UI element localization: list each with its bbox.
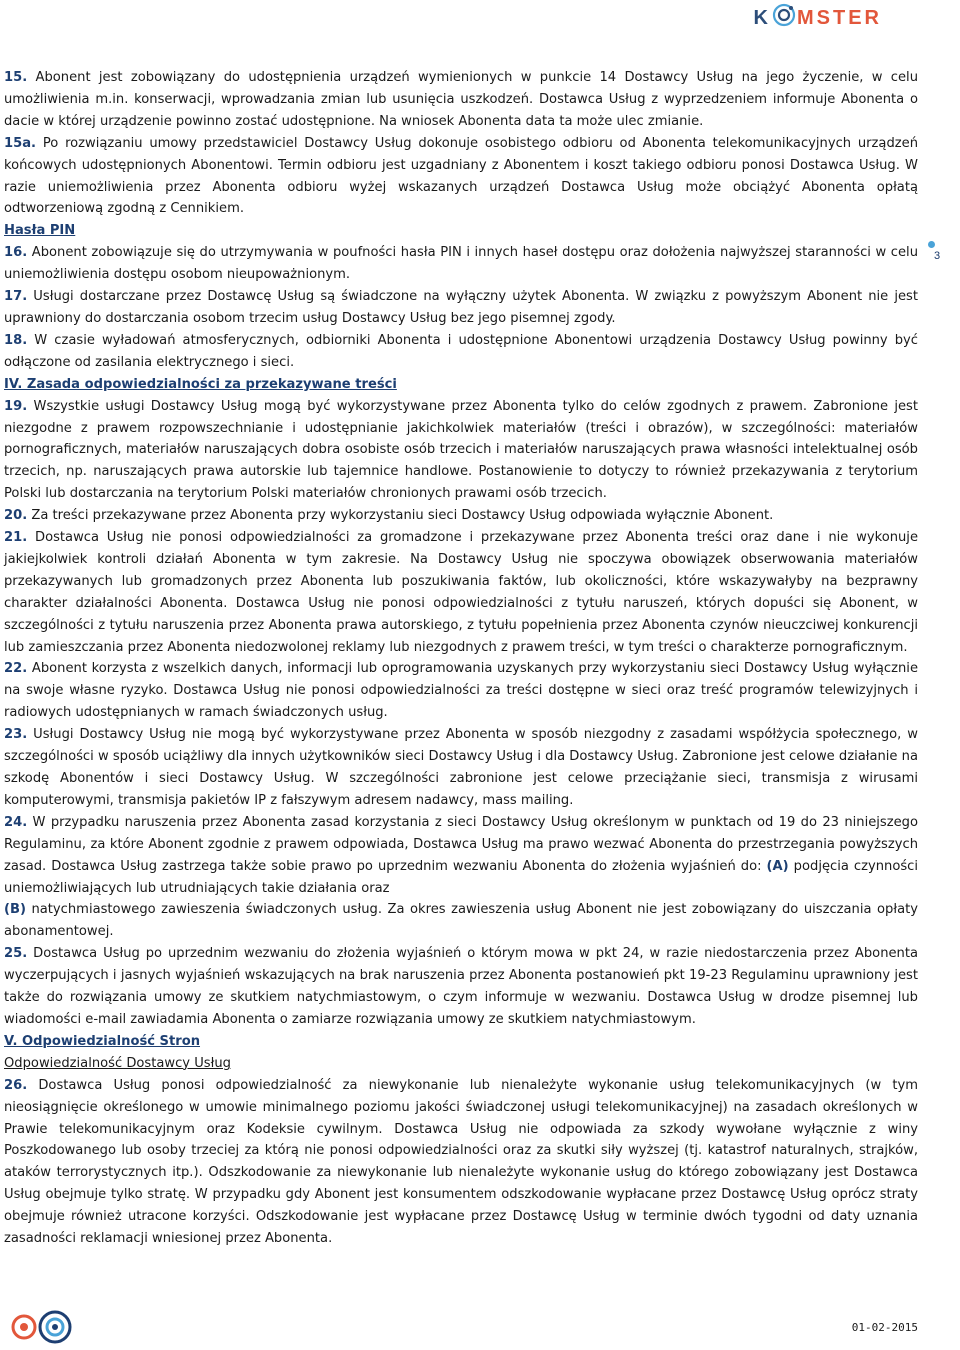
paragraph-number: 20. [4,508,28,524]
paragraph-text: natychmiastowego zawieszenia świadczonych usług. Za okres zawieszenia usług Abonent nie jest zobowiązany do uiszczania opłaty abonamentowej. [4,902,918,940]
paragraph [4,658,918,724]
paragraph-number: 21. [4,530,28,546]
logo-letter-k: K [753,6,771,29]
paragraph-text: W przypadku naruszenia przez Abonenta zasad korzystania z sieci Dostawcy Usług określonym w punktach od 19 do 23 niniejszego Regulaminu, za które Abonent zgodnie z prawem odpowiada, Dostawca Usług ma prawo wezwać Abonenta do przestrzegania powyższych zasad. Dostawca Usług zastrzega także sobie prawo po uprzednim wezwaniu Abonenta do złożenia wyjaśnień do: [4,814,918,874]
paragraph-text: Abonent jest zobowiązany do udostępnienia urządzeń wymienionych w punkcie 14 Dostawcy Usług na jego życzenie, w celu umożliwienia m.in. konserwacji, wprowadzania zmian lub usunięcia uszkodzeń. Dostawca Usług z wyprzedzeniem informuje Abonenta o dacie w której urządzenie powinno zostać udostępnione. Na wniosek Abonenta data ta może ulec zmianie. [4,70,918,129]
paragraph-number: 15. [4,70,28,85]
paragraph-number: 15a. [4,135,37,151]
paragraph [4,242,918,286]
paragraph-text: W czasie wyładowań atmosferycznych, odbiorniki Abonenta i udostępnione Abonentowi urządzenia Dostawcy Usług powinny być odłączone od zasilania elektrycznego i sieci. [4,332,918,370]
paragraph-text: Wszystkie usługi Dostawcy Usług mogą być wykorzystywane przez Abonenta tylko do celów zgodnych z prawem. Zabronione jest niezgodne z prawem rozpowszechnianie i udostępnianie jakichkolwiek materiałów (treści i obrazów), w szczególności: materiałów pornograficznych, materiałów naruszających dobra osobiste osób trzecich i materiałów naruszających prawa własności intelektualnej osób trzecich, np. naruszających prawa autorskie lub tajemnice handlowe. Postanowienie to dotyczy to również przekazywania z terytorium Polski lub dostarczania na terytorium Polski materiałów chronionych prawami osób trzecich. [4,398,918,502]
list-marker: (B) [4,902,26,918]
section-heading-text: V. Odpowiedzialność Stron [4,1033,201,1049]
paragraph-number: 17. [4,289,28,305]
logo-o-icon [772,3,796,33]
paragraph-text: Dostawca Usług po uprzednim wezwaniu do złożenia wyjaśnień o którym mowa w pkt 24, w razie niedostarczenia przez Abonenta wyczerpujących i jasnych wyjaśnień wskazujących na brak naruszenia przez Abonenta postanowień pkt 19-23 Regulaminu uprawniony jest także do rozwiązania umowy ze skutkiem natychmiastowym, o czym informuje w wezwaniu. Dostawca Usług w drodze pisemnej lub wiadomości e-mail zawiadamia Abonenta o zamiarze rozwiązania umowy ze skutkiem natychmiastowym. [4,946,918,1027]
paragraph-text: Po rozwiązaniu umowy przedstawiciel Dostawcy Usług dokonuje osobistego odbioru od Abonenta telekomunikacyjnych urządzeń końcowych udostępnionych Abonentowi. Termin odbioru jest uzgadniany z Abonentem i koszt takiego odbioru ponosi Dostawca Usług. W razie uniemożliwienia przez Abonenta odbioru wyżej wskazanych urządzeń Dostawca Usług może obciążyć Abonenta opłatą odtworzeniową zgodną z Cennikiem. [4,135,918,217]
paragraph-number: 19. [4,398,28,414]
paragraph [4,505,918,527]
list-marker: (A) [766,858,789,874]
paragraph-number: 18. [4,332,28,348]
footer-date: 01-02-2015 [851,1321,918,1334]
section-heading-text: IV. Zasada odpowiedzialności za przekazywane treści [4,376,397,392]
paragraph-number: 22. [4,661,28,677]
paragraph [4,943,918,1031]
paragraph-text: Abonent korzysta z wszelkich danych, informacji lub oprogramowania uzyskanych przy wykorzystaniu sieci Dostawcy Usług wyłącznie na swoje własne ryzyko. Dostawca Usług nie ponosi odpowiedzialności za treści dostępne w sieci oraz treść programów telewizyjnych i radiowych udostępnianych w ramach świadczonych usług. [4,661,918,721]
paragraph-number: 16. [4,245,28,261]
paragraph-number: 24. [4,814,28,830]
logo-text-rest: MSTER [797,6,882,29]
section-heading [4,220,918,242]
paragraph-text: podjęcia czynności uniemożliwiających lub utrudniających takie działania oraz [4,858,918,896]
paragraph-text: Usługi dostarczane przez Dostawcę Usług są świadczone na wyłączny użytek Abonenta. W związku z powyższym Abonent nie jest uprawniony do dostarczania osobom trzecim usług Dostawcy Usług bez jego pisemnej zgody. [4,289,918,326]
paragraph-text: Za treści przekazywane przez Abonenta przy wykorzystaniu sieci Dostawcy Usług odpowiada wyłącznie Abonent. [27,508,774,524]
section-heading [4,374,918,396]
paragraph [4,724,918,812]
document-body [4,67,918,1250]
paragraph-number: 26. [4,1077,28,1093]
section-heading [4,1031,918,1053]
paragraph-number: 23. [4,727,28,743]
paragraph-text: Dostawca Usług nie ponosi odpowiedzialności za gromadzone i przekazywane przez Abonenta treści oraz dane i nie wykonuje jakiejkolwiek kontroli działań Abonenta w tym zakresie. Na Dostawcy Usług nie spoczywa obowiązek obserwowania materiałów przekazywanych lub gromadzonych przez Abonenta lub poszukiwania faktów, lub okoliczności, które wskazywałyby na bezprawny charakter działalności Abonenta. Dostawca Usług nie ponosi odpowiedzialności z tytułu naruszeń, których dopuści się Abonent, w szczególności z tytułu naruszenia przez Abonenta prawa autorskiego, z tytułu popełnienia przez Abonenta czynów nieuczciwej konkurencji lub zamieszczania przez Abonenta niedozwolonej reklamy lub niezgodnych z prawem treści, w tym treści o charakterze pornograficznym. [4,530,918,655]
subsection-heading-text: Odpowiedzialność Dostawcy Usług [4,1055,231,1071]
komster-logo [754,4,882,32]
paragraph [4,286,918,330]
page-number: 3 [934,250,941,262]
footer-logo-icon [10,1308,80,1346]
paragraph [4,396,918,506]
paragraph [4,330,918,374]
paragraph [4,812,918,900]
paragraph [4,67,918,133]
paragraph [4,899,918,943]
paragraph-text: Usługi Dostawcy Usług nie mogą być wykorzystywane przez Abonenta w sposób niezgodny z zasadami współżycia społecznego, w szczególności w sposób uciążliwy dla innych użytkowników sieci Dostawcy Usług i dla Dostawcy Usług. Zabronione jest celowe działanie na szkodę Abonentów i sieci Dostawcy Usług. W szczególności zabronione jest celowe przeciążanie sieci, transmisja z wirusami komputerowymi, transmisja pakietów IP z fałszywym adresem nadawcy, mass mailing. [4,727,918,808]
paragraph-text: Abonent zobowiązuje się do utrzymywania w poufności hasła PIN i innych haseł dostępu oraz dołożenia najwyższej staranności w celu uniemożliwienia dostępu osobom nieupoważnionym. [4,245,918,283]
section-heading-text: Hasła PIN [4,223,76,239]
paragraph-number: 25. [4,946,28,962]
paragraph [4,133,918,221]
paragraph-text: Dostawca Usług ponosi odpowiedzialność za niewykonanie lub nienależyte wykonanie usług telekomunikacyjnych (w tym nieosiągnięcie określonego w umowie minimalnego poziomu jakości świadczonej usługi telekomunikacyjnej) na zasadach określonych w Prawie telekomunikacyjnym oraz Kodeksie cywilnym. Dostawca Usług nie odpowiada za szkody wywołane wyłącznie z winy Poszkodowanego lub osoby trzeciej za którą nie ponosi odpowiedzialności oraz za skutki siły wyższej (tj. katastrof naturalnych, strajków, ataków terrorystycznych itp.). Odszkodowanie za niewykonanie lub nienależyte wykonanie usług do którego zobowiązany jest Dostawca Usług obejmuje tylko stratę. W przypadku gdy Abonent jest konsumentem odszkodowanie wypłacane przez Dostawcę Usług oprócz straty obejmuje również utracone korzyści. Odszkodowanie jest wypłacane przez Dostawcę Usług w terminie dwóch tygodni od daty uznania zasadności reklamacji wniesionej przez Abonenta. [4,1077,918,1247]
paragraph [4,1075,918,1250]
footer-logo [10,1308,80,1346]
page-number-dot-icon [928,241,935,248]
subsection-heading [4,1053,918,1075]
paragraph [4,527,918,658]
